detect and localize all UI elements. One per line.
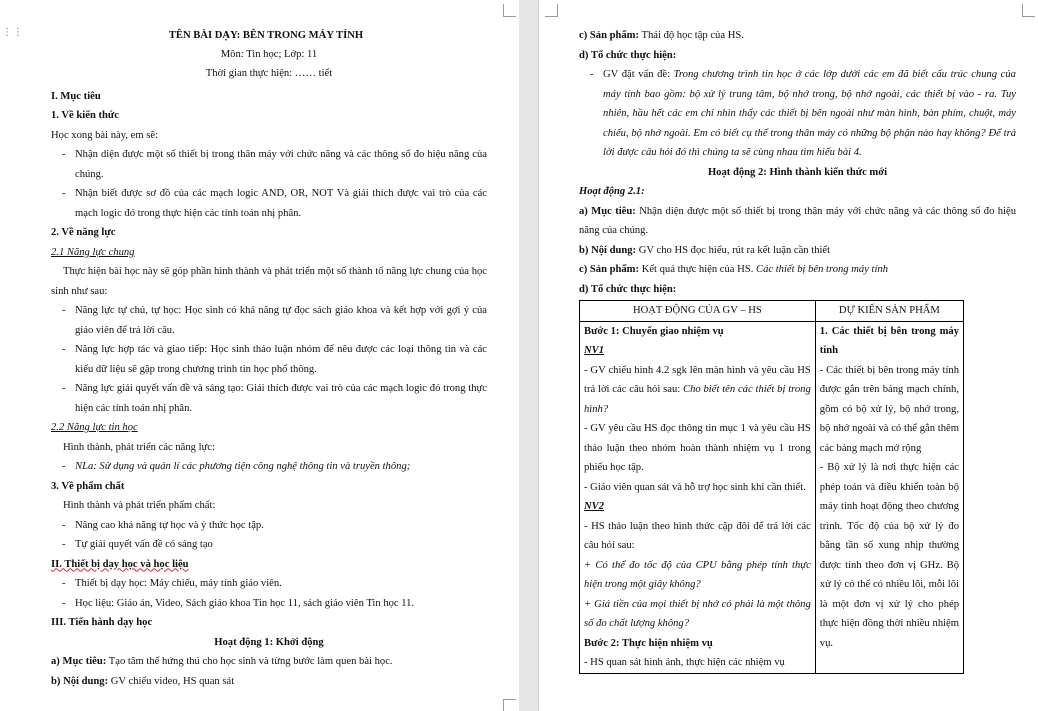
heading-general-competency: 2.1 Năng lực chung (51, 246, 135, 258)
margin-corner-mark (545, 4, 558, 17)
paragraph: Học xong bài này, em sẽ: (51, 129, 158, 141)
margin-corner-mark (1022, 4, 1035, 17)
task-1-label: NV1 (584, 345, 605, 356)
content-line (51, 672, 487, 692)
lesson-time: Thời gian thực hiện: …… tiết (205, 67, 333, 79)
teacher-intro (579, 65, 1016, 163)
product-text: Kết quả thực hiện của HS. (639, 264, 756, 275)
content-label: b) Nội dung: (51, 675, 109, 687)
cell-line (584, 361, 811, 420)
list-item: - Học liệu: Giáo án, Video, Sách giáo khoa Tin học 11, sách giáo viên Tin học 11. (51, 594, 487, 614)
product-line (579, 26, 1016, 46)
paragraph: Hình thành, phát triển các năng lực: (63, 441, 215, 453)
objective-text: Nhận diện được một số thiết bị trong thân máy với chức năng và các thông số đo hiệu năng của chúng. (579, 205, 1017, 236)
cell-line: - Bộ xử lý là nơi thực hiện các phép toán và điều khiển toàn bộ máy tính hoạt động theo chương trình. Tốc độ của bộ xử lý đo bằng tần số xung nhịp thường được tính theo đơn vị GHz. Bộ xử lý có thể có nhiều lõi, mỗi lõi là một đơn vị xử lý cho phép thực hiện đồng thời nhiều nhiệm vụ. (819, 462, 959, 649)
objective-line (51, 652, 487, 672)
heading-it-competency: 2.2 Năng lực tin học (51, 422, 138, 433)
cell-line: + Giá tiền của mọi thiết bị nhớ có phải là một thông số đo chất lượng không? (584, 598, 811, 629)
lesson-subject: Môn: Tin học; Lớp: 11 (220, 48, 318, 60)
list-item: - Thiết bị dạy học: Máy chiếu, máy tính giáo viên. (51, 574, 487, 594)
content-text: GV chiếu video, HS quan sát (108, 675, 235, 687)
heading-qualities: 3. Về phẩm chất (51, 480, 125, 492)
list-item: - Năng lực tự chủ, tự học: Học sinh có khả năng tự đọc sách giáo khoa và kết hợp với gợi ý của giáo viên để trả lời câu. (51, 301, 487, 340)
cell-line: + Có thể đo tốc độ của CPU bằng phép tính thực hiện trong một giây không? (584, 559, 811, 590)
task-2-label: NV2 (584, 501, 605, 512)
list-item: - NLa: Sử dụng và quản lí các phương tiện công nghệ thông tin và truyền thông; (51, 457, 487, 477)
objective-label: a) Mục tiêu: (579, 205, 636, 217)
objective-text: Tạo tâm thế hứng thú cho học sinh và từng bước làm quen bài học. (106, 656, 393, 667)
drag-handle-icon[interactable]: ⋮⋮ (2, 27, 24, 38)
objective-line (579, 202, 1016, 241)
margin-corner-mark (503, 699, 516, 711)
page-gap (519, 0, 539, 711)
cell-line: - HS thảo luận theo hình thức cặp đôi để trả lời các câu hỏi sau: (584, 520, 811, 551)
table-header-cell: DỰ KIẾN SẢN PHẨM (815, 301, 963, 322)
page-right-content (579, 26, 1016, 674)
activity-2-1-heading: Hoạt động 2.1: (579, 186, 645, 197)
cell-line: - Các thiết bị bên trong máy tính được gắn trên bảng mạch chính, gồm có bộ xử lý, bộ nhớ trong, bộ nhớ ngoài và có thể gắn thêm các bảng mạch mở rộng (819, 364, 959, 454)
cell-text: - GV chiếu hình 4.2 sgk lên màn hình và yêu cầu HS trả lời các câu hỏi sau: (584, 364, 811, 395)
step-1-title: Bước 1: Chuyển giao nhiệm vụ (584, 325, 724, 337)
cell-italic: Cho biết tên các thiết bị trong hình? (584, 384, 811, 415)
organize-label: d) Tổ chức thực hiện: (579, 49, 677, 61)
product-heading: 1. Các thiết bị bên trong máy tính (819, 325, 959, 356)
list-item: - Năng lực giải quyết vấn đề và sáng tạo: Giải thích được vai trò của các mạch logic đó trong thực hiện các tính toán nhị phân. (51, 379, 487, 418)
product-label: c) Sản phẩm: (579, 30, 640, 41)
paragraph: Hình thành và phát triển phẩm chất: (63, 500, 216, 511)
table-row (580, 321, 964, 673)
content-label: b) Nội dung: (579, 244, 637, 256)
list-item: - Tự giải quyết vấn đề có sáng tạo (51, 535, 487, 555)
product-text: Thái độ học tập của HS. (639, 30, 744, 41)
objective-label: a) Mục tiêu: (51, 656, 107, 667)
activity-1-heading: Hoạt động 1: Khởi động (214, 636, 324, 648)
lesson-title: TÊN BÀI DẠY: BÊN TRONG MÁY TÍNH (168, 30, 364, 41)
heading-competency: 2. Về năng lực (51, 227, 116, 238)
teacher-intro-text: Trong chương trình tin học ở các lớp dưới các em đã biết cấu trúc chung của máy tính bao gồm: bộ xử lý trung tâm, bộ nhớ trong, bộ nhớ ngoài, các thiết bị vào - ra. Tuy nhiên, hầu hết các em chỉ nhìn thấy các thiết bị bên ngoài như màn hình, bàn phím, chuột, máy chiếu, bộ nhớ ngoài. Em có biết cụ thể trong thân máy có những bộ phận nào hay không? Để trả lời được câu hỏi đó thì chúng ta sẽ cùng nhau tìm hiểu bài 4. (603, 69, 1016, 158)
cell-line: - HS quan sát hình ảnh, thực hiện các nhiệm vụ (584, 657, 785, 668)
table-cell-products (815, 321, 963, 673)
cell-line: - GV yêu cầu HS đọc thông tin mục 1 và yêu cầu HS thảo luận theo nhóm hoàn thành nhiệm vụ 1 trong phiếu học tập. (584, 423, 811, 473)
product-italic: Các thiết bị bên trong máy tính (756, 264, 889, 275)
content-line (579, 241, 1016, 261)
activity-table (579, 300, 964, 674)
product-label: c) Sản phẩm: (579, 264, 640, 275)
cell-line: - Giáo viên quan sát và hỗ trợ học sinh khi cần thiết. (584, 481, 806, 493)
product-line (579, 260, 1016, 280)
paragraph: Thực hiện bài học này sẽ góp phần hình thành và phát triển một số thành tố năng lực chung của học sinh như sau: (51, 266, 487, 297)
heading-equipment (51, 555, 487, 575)
list-item: - Nhận biết được sơ đồ của các mạch logic AND, OR, NOT Và giải thích được vai trò của các mạch logic đó trong thực hiện các tính toán nhị phân. (51, 184, 487, 223)
content-text: GV cho HS đọc hiểu, rút ra kết luận cần thiết (636, 244, 831, 256)
margin-corner-mark (503, 4, 516, 17)
activity-2-heading: Hoạt động 2: Hình thành kiến thức mới (707, 166, 888, 178)
document-page-right (539, 0, 1038, 711)
heading-procedure: III. Tiến hành dạy học (51, 617, 153, 628)
spellcheck-marked-text[interactable]: II. Thiết bị dạy học và học liệu (51, 558, 189, 570)
list-item: - Nhận diện được một số thiết bị trong thân máy với chức năng và các thông số đo hiệu năng của chúng. (51, 145, 487, 184)
teacher-intro-prefix: GV đặt vấn đề: (603, 69, 674, 80)
list-item: - Nâng cao khả năng tự học và ý thức học tập. (51, 516, 487, 536)
table-header-row (580, 301, 964, 322)
table-header-cell: HOẠT ĐỘNG CỦA GV – HS (580, 301, 816, 322)
table-cell-activities (580, 321, 816, 673)
page-left-content (51, 26, 487, 691)
list-item: - Năng lực hợp tác và giao tiếp: Học sinh thảo luận nhóm để nêu được các loại thông tin và các kiểu dữ liệu sẽ gặp trong chương trình tin học phổ thông. (51, 340, 487, 379)
heading-objectives: I. Mục tiêu (51, 90, 101, 102)
organize-label: d) Tổ chức thực hiện: (579, 283, 677, 295)
step-2-title: Bước 2: Thực hiện nhiệm vụ (584, 637, 713, 649)
heading-knowledge: 1. Về kiến thức (51, 110, 119, 121)
